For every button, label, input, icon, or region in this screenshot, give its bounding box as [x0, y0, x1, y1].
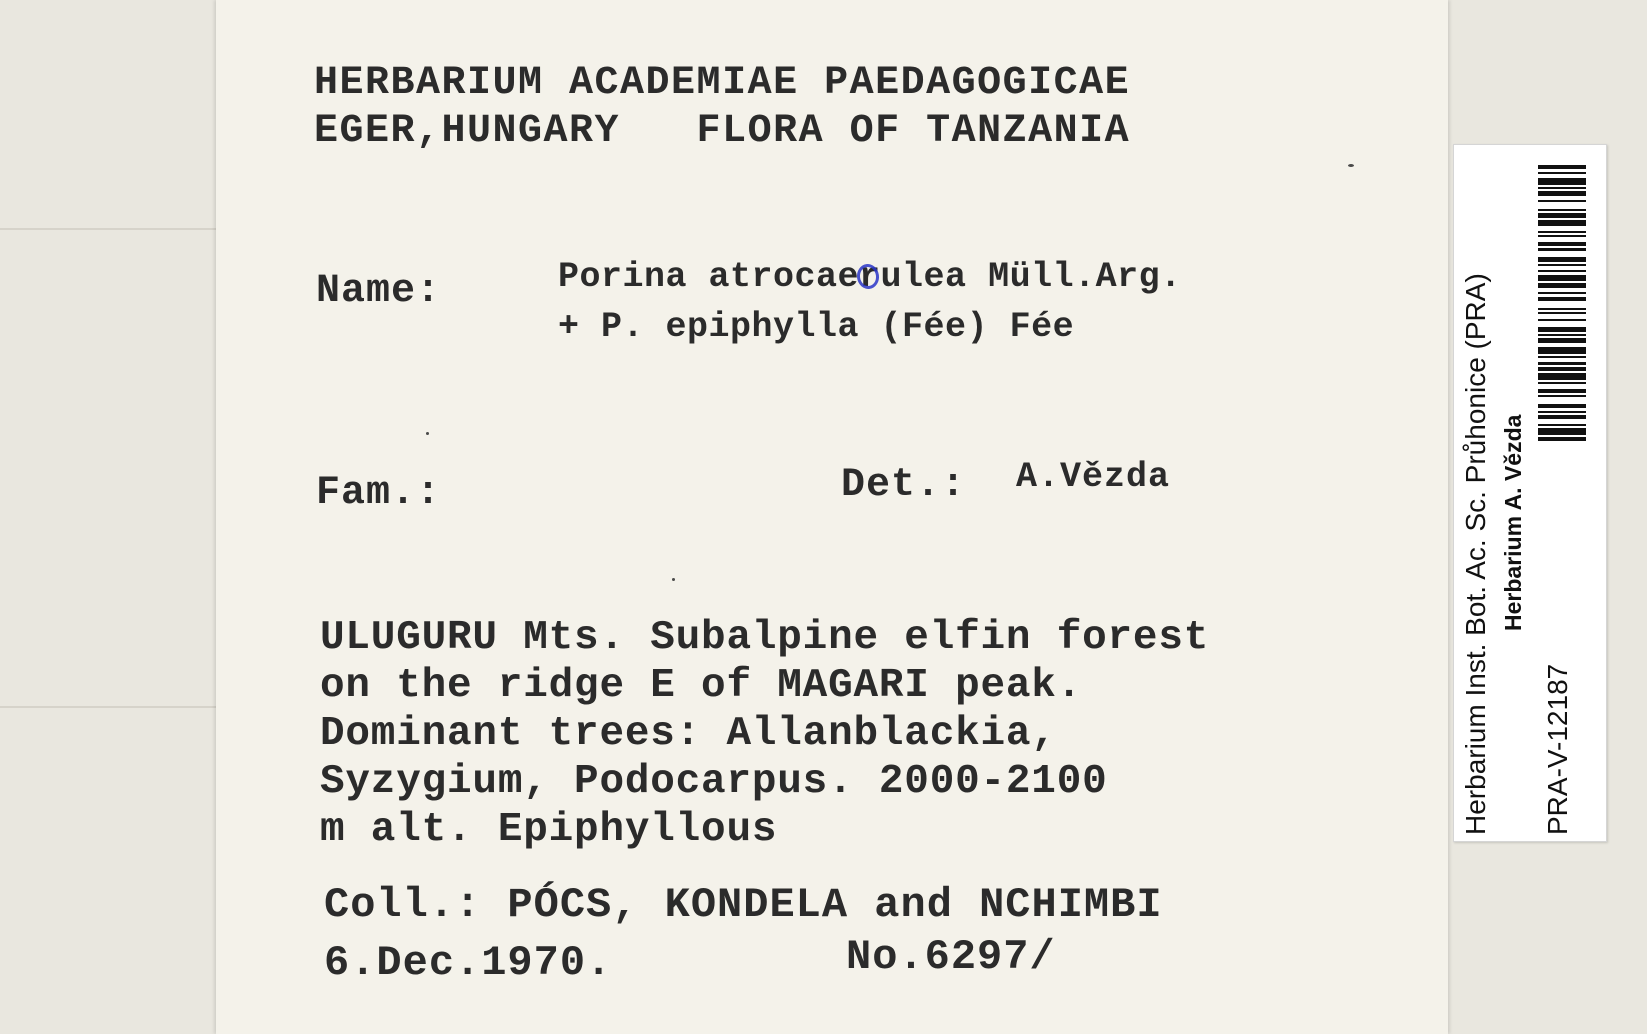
collection-text: Herbarium A. Vězda	[1500, 414, 1526, 631]
paper-speck	[672, 578, 675, 581]
taxon-name-line-1: Porina atrocaerulea Müll.Arg.	[558, 257, 1182, 297]
barcode-bar	[1538, 397, 1586, 404]
collection-date: 6.Dec.1970.	[324, 939, 613, 987]
institution-text: Herbarium Inst. Bot. Ac. Sc. Průhonice (PRA)	[1460, 273, 1491, 835]
locality-line-1: ULUGURU Mts. Subalpine elfin forest	[320, 615, 1210, 661]
barcode-bar	[1538, 301, 1586, 308]
barcode-bar	[1538, 178, 1586, 185]
accession-strip	[1453, 144, 1607, 842]
locality-line-4: Syzygium, Podocarpus. 2000-2100	[320, 759, 1108, 805]
determiner-caption: Det.:	[841, 463, 967, 508]
taxon-name-line-2: + P. epiphylla (Fée) Fée	[558, 307, 1075, 347]
paper-speck	[1348, 164, 1354, 167]
sheet-fold	[0, 228, 216, 230]
barcode-bar	[1538, 321, 1586, 328]
barcode-bar	[1538, 251, 1586, 258]
name-caption: Name:	[316, 269, 442, 314]
paper-speck	[426, 432, 429, 435]
herbarium-label	[216, 0, 1448, 1034]
locality-line-2: on the ridge E of MAGARI peak.	[320, 663, 1083, 709]
barcode-bar	[1538, 220, 1586, 227]
accession-number: PRA-V-12187	[1542, 663, 1573, 835]
header-line-2: EGER,HUNGARY FLORA OF TANZANIA	[314, 109, 1131, 154]
barcode-bar	[1538, 347, 1586, 354]
determiner-value: A.Vězda	[1016, 457, 1171, 497]
barcode-bar	[1538, 373, 1586, 380]
locality-line-5: m alt. Epiphyllous	[320, 807, 778, 853]
header-line-1: HERBARIUM ACADEMIAE PAEDAGOGICAE	[314, 61, 1131, 106]
family-caption: Fam.:	[316, 471, 442, 516]
barcode-icon	[1538, 165, 1586, 577]
barcode-bar	[1538, 428, 1586, 435]
collectors-line: Coll.: PÓCS, KONDELA and NCHIMBI	[324, 881, 1163, 929]
barcode-bar	[1538, 275, 1586, 282]
barcode-bar	[1538, 202, 1586, 209]
barcode-bar	[1538, 441, 1586, 443]
locality-line-3: Dominant trees: Allanblackia,	[320, 711, 1057, 757]
sheet-fold	[0, 706, 216, 708]
collection-number: No.6297/	[846, 933, 1056, 981]
